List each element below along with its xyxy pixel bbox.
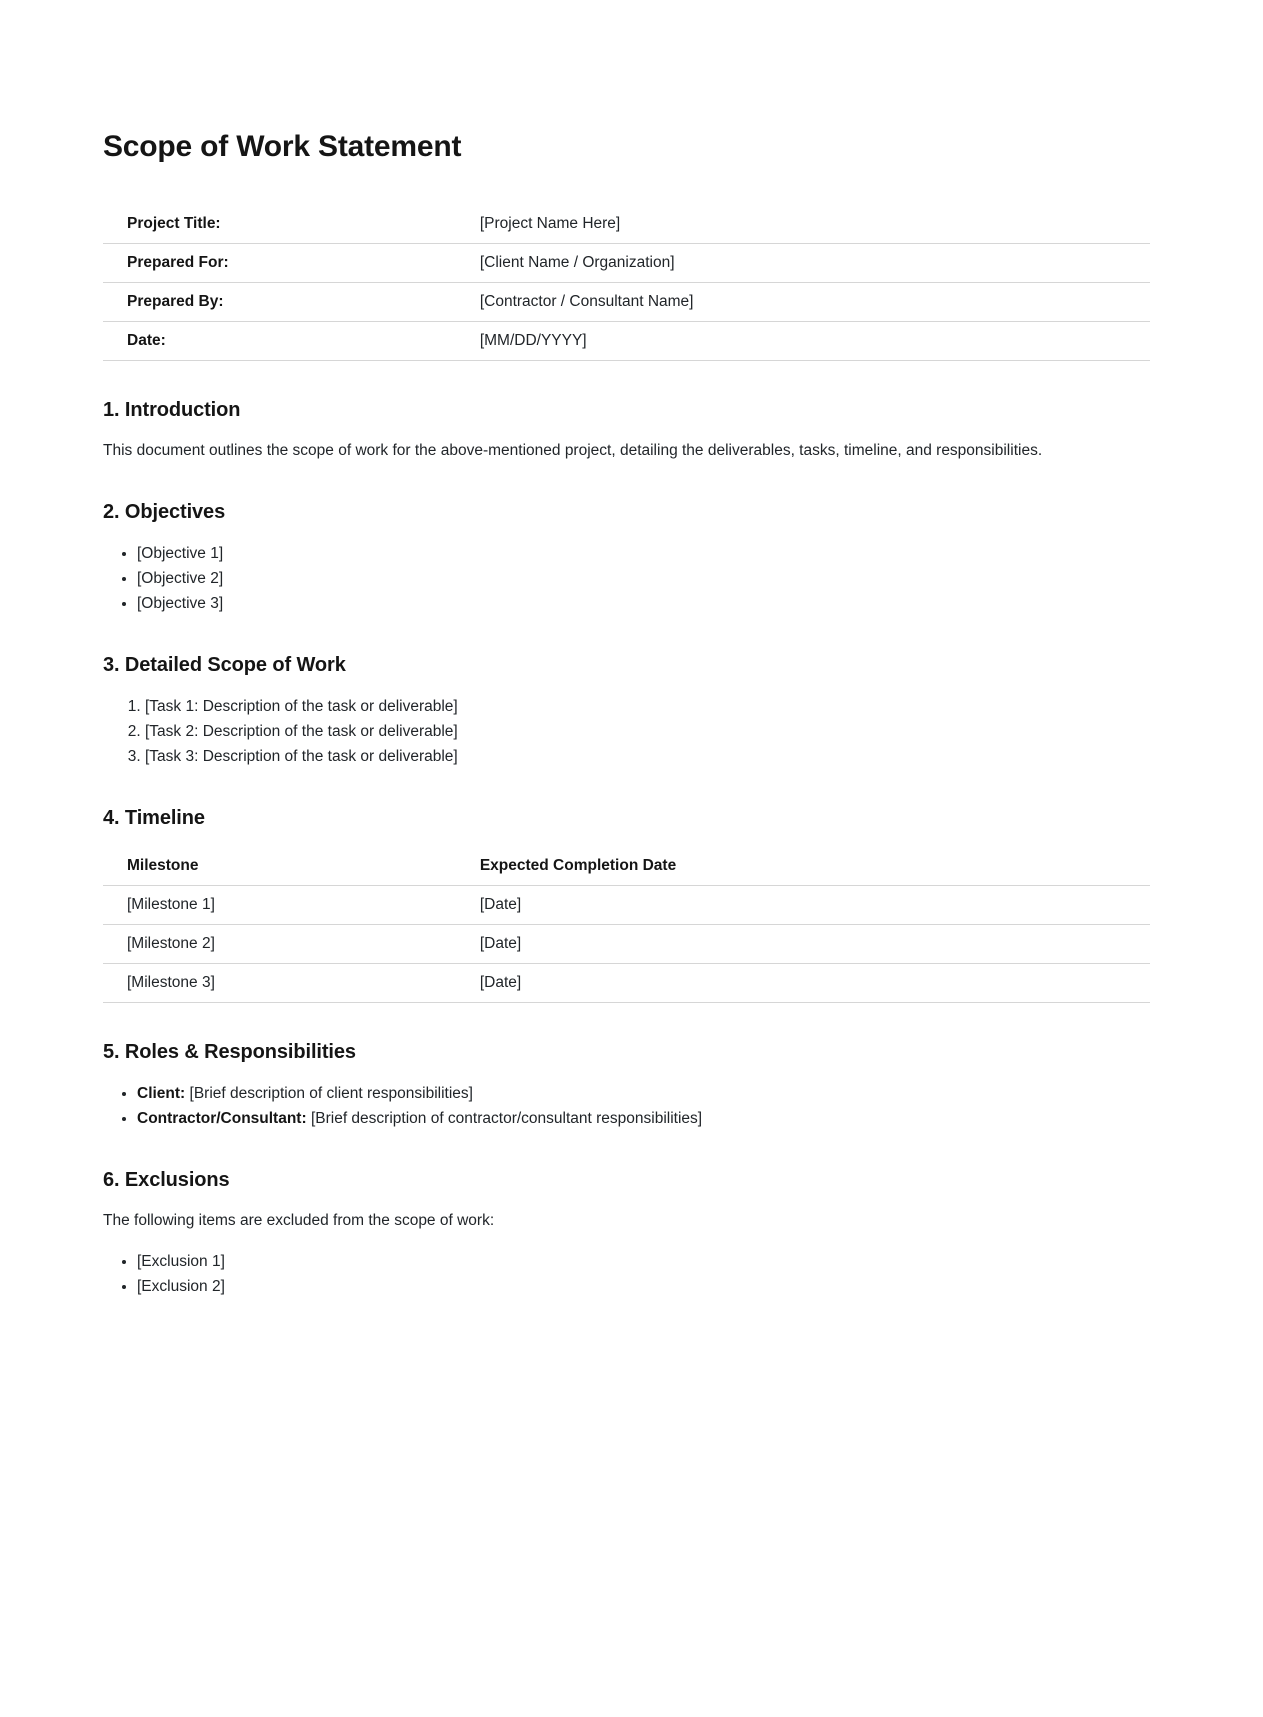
date-cell: [Date]: [456, 964, 1150, 1003]
list-item: [137, 1106, 1150, 1131]
exclusions-heading: 6. Exclusions: [103, 1169, 230, 1191]
role-description: [Brief description of client responsibilities]: [189, 1085, 473, 1102]
roles-heading: 5. Roles & Responsibilities: [103, 1041, 356, 1063]
role-label: Contractor/Consultant:: [137, 1110, 307, 1127]
objectives-list: [103, 541, 1150, 616]
date-label: Date:: [103, 322, 456, 361]
list-item: • [Objective 1]: [137, 541, 1150, 566]
list-item: 2. [Task 2: Description of the task or deliverable]: [145, 719, 1150, 744]
list-item: • [Objective 2]: [137, 566, 1150, 591]
list-item: • [Exclusion 2]: [137, 1274, 1150, 1299]
date-value: [MM/DD/YYYY]: [456, 322, 1150, 361]
milestone-cell: [Milestone 1]: [103, 886, 456, 925]
objectives-heading: 2. Objectives: [103, 501, 226, 523]
exclusions-list: [103, 1249, 1150, 1299]
date-cell: [Date]: [456, 925, 1150, 964]
timeline-table: [103, 847, 1150, 1003]
prepared-by-value: [Contractor / Consultant Name]: [456, 283, 1150, 322]
milestone-cell: [Milestone 2]: [103, 925, 456, 964]
list-item: • [Objective 3]: [137, 591, 1150, 616]
list-item: 1. [Task 1: Description of the task or deliverable]: [145, 694, 1150, 719]
table-row: [103, 322, 1150, 361]
role-description: [Brief description of contractor/consultant responsibilities]: [310, 1110, 703, 1127]
exclusions-intro-paragraph: The following items are excluded from the scope of work:: [103, 1212, 495, 1229]
milestone-cell: [Milestone 3]: [103, 964, 456, 1003]
role-label: Client:: [137, 1085, 186, 1102]
roles-list: [103, 1081, 1150, 1131]
completion-date-column-header: Expected Completion Date: [456, 847, 1150, 886]
detailed-scope-heading: 3. Detailed Scope of Work: [103, 654, 346, 676]
list-item: 3. [Task 3: Description of the task or deliverable]: [145, 744, 1150, 769]
scope-task-list: [103, 694, 1150, 769]
table-row: [103, 964, 1150, 1003]
date-cell: [Date]: [456, 886, 1150, 925]
prepared-for-label: Prepared For:: [103, 244, 456, 283]
project-title-value: [Project Name Here]: [456, 205, 1150, 244]
table-row: [103, 925, 1150, 964]
table-row: [103, 244, 1150, 283]
prepared-by-label: Prepared By:: [103, 283, 456, 322]
page-title: Scope of Work Statement: [103, 130, 462, 163]
prepared-for-value: [Client Name / Organization]: [456, 244, 1150, 283]
list-item: [137, 1081, 1150, 1106]
timeline-heading: 4. Timeline: [103, 807, 205, 829]
table-row: [103, 205, 1150, 244]
introduction-heading: 1. Introduction: [103, 399, 241, 421]
milestone-column-header: Milestone: [103, 847, 456, 886]
table-row: [103, 886, 1150, 925]
table-header-row: [103, 847, 1150, 886]
introduction-paragraph: This document outlines the scope of work for the above-mentioned project, detailing the deliverables, tasks, timeline, and responsibilities.: [103, 442, 1043, 459]
project-title-label: Project Title:: [103, 205, 456, 244]
list-item: • [Exclusion 1]: [137, 1249, 1150, 1274]
project-info-table: [103, 205, 1150, 361]
table-row: [103, 283, 1150, 322]
